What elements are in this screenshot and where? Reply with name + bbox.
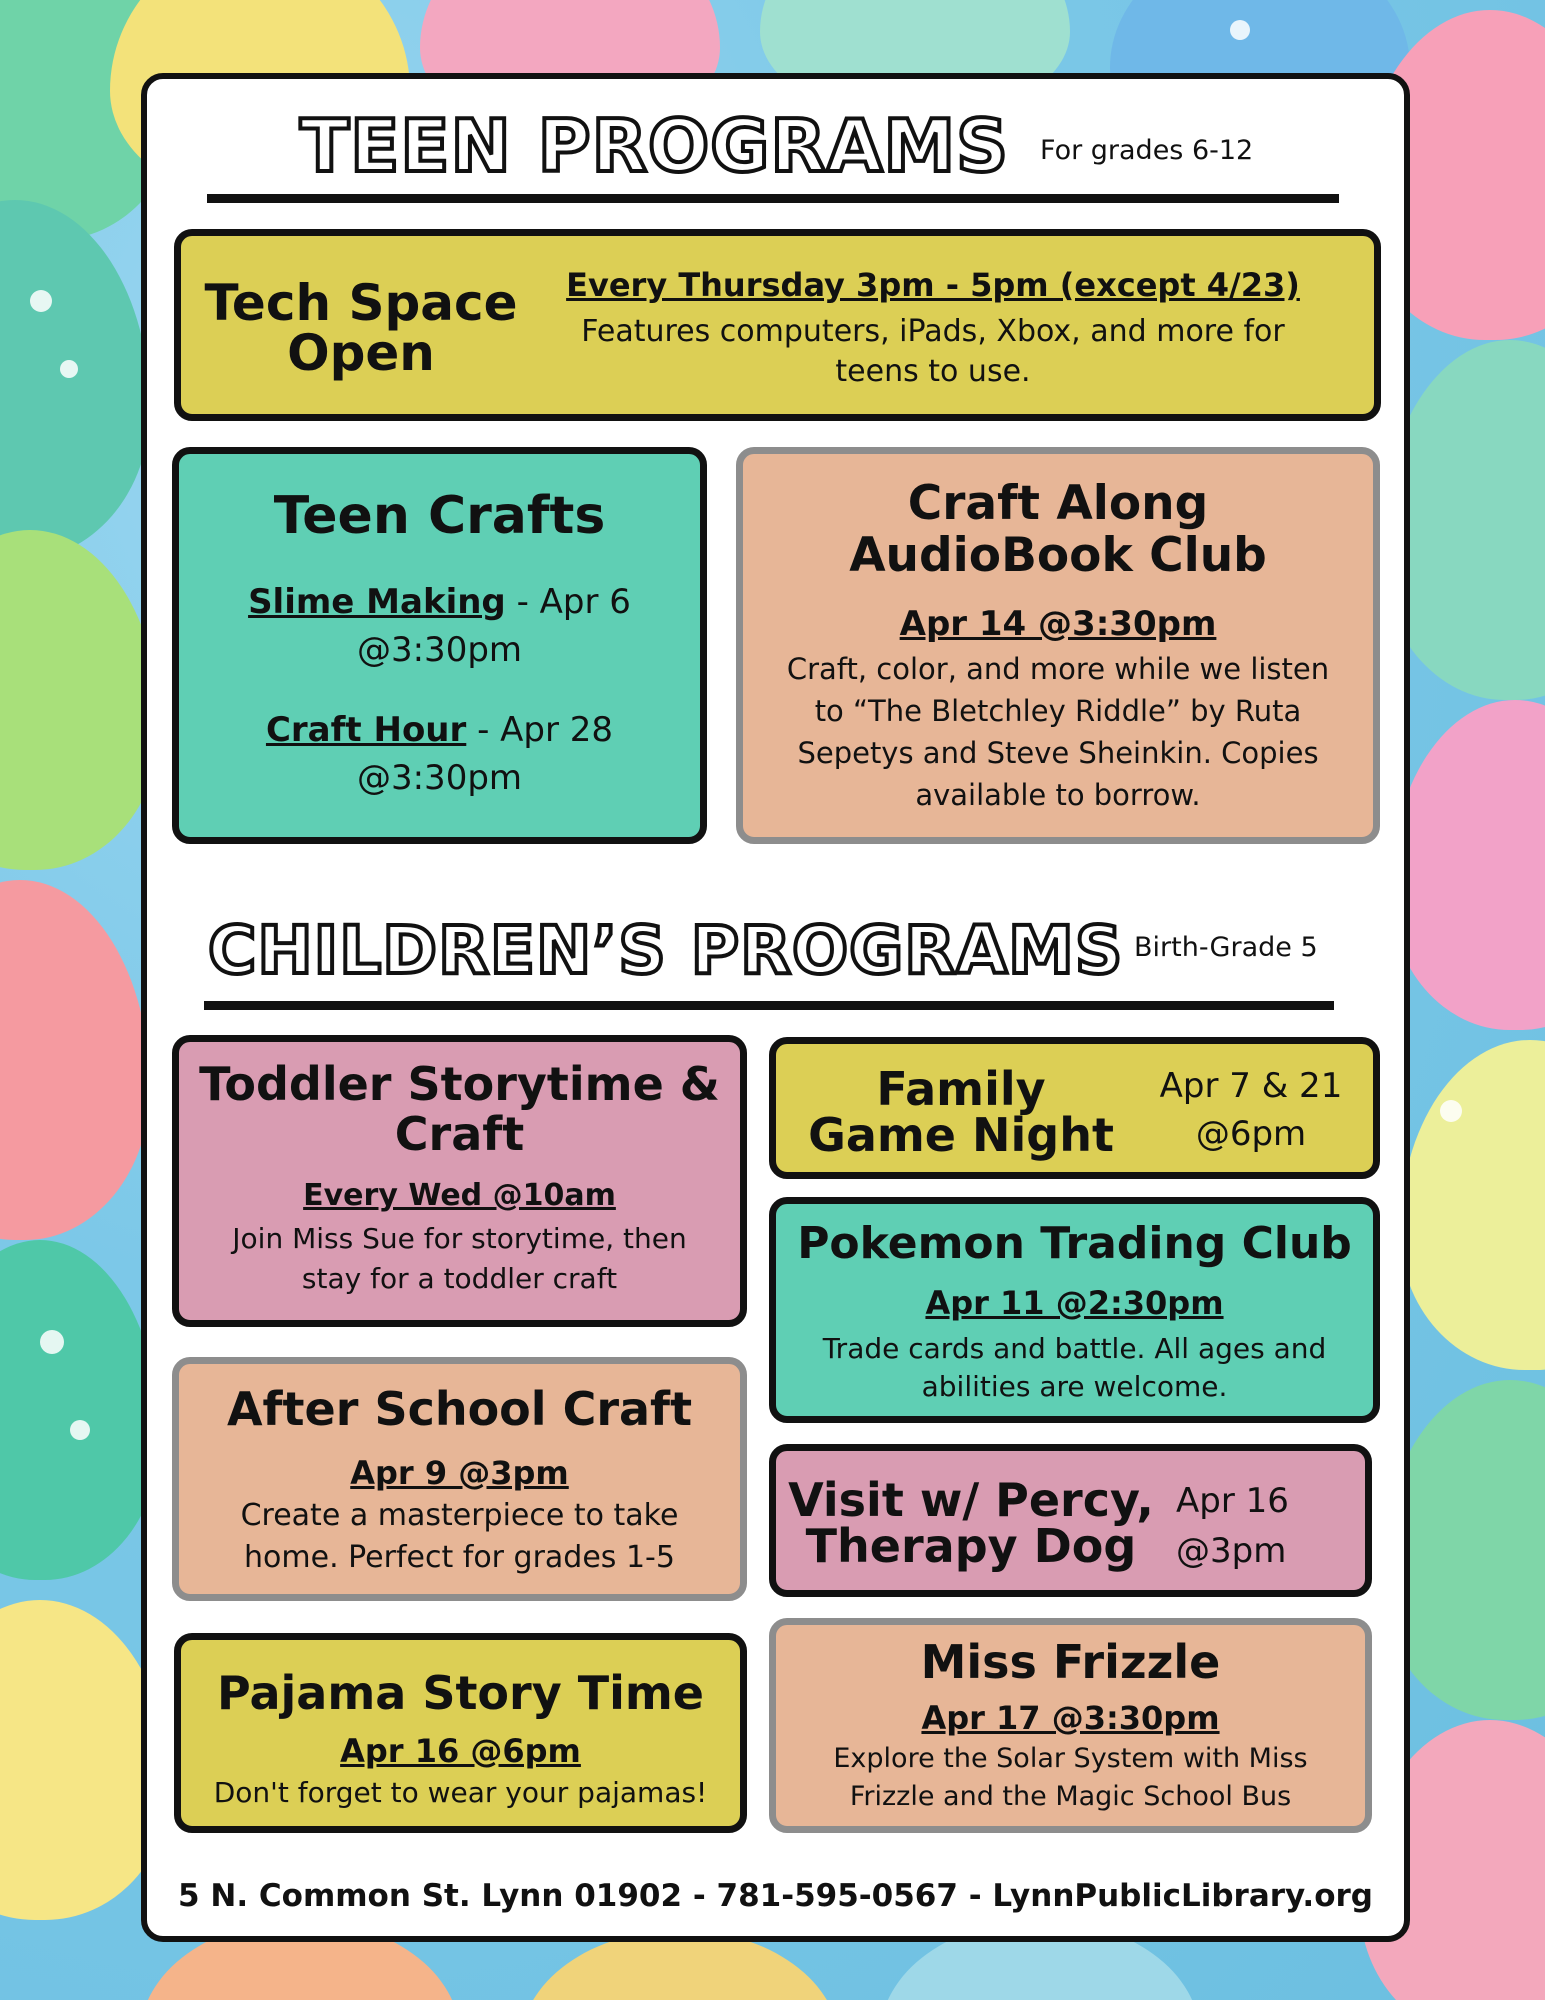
toddler-title-line2: Craft [394, 1107, 525, 1161]
teen-crafts-title: Teen Crafts [273, 486, 606, 546]
toddler-desc-line2: stay for a toddler craft [301, 1262, 618, 1295]
audiobook-date: Apr 14 @3:30pm [899, 604, 1217, 644]
egg-decoration [1400, 1040, 1545, 1370]
craft-hour-line [179, 710, 700, 750]
percy-date-line2: @3pm [1176, 1531, 1287, 1571]
egg-dot [40, 1330, 64, 1354]
toddler-title-line1: Toddler Storytime & [199, 1057, 720, 1111]
after-school-title: After School Craft [226, 1382, 693, 1436]
after-school-craft-card [172, 1357, 747, 1601]
tech-space-title-line1: Tech Space [204, 274, 518, 332]
miss-frizzle-card [769, 1618, 1372, 1833]
tech-space-desc-line1: Features computers, iPads, Xbox, and more for [581, 314, 1285, 349]
family-title-line1: Family [876, 1062, 1046, 1116]
tech-space-date: Every Thursday 3pm - 5pm (except 4/23) [566, 266, 1300, 304]
frizzle-desc-line2: Frizzle and the Magic School Bus [849, 1781, 1292, 1812]
egg-decoration [0, 880, 150, 1240]
slime-making-date: - Apr 6 [505, 582, 631, 622]
egg-decoration [0, 1240, 160, 1580]
craft-hour-name: Craft Hour [265, 710, 467, 750]
audiobook-desc-line4: available to borrow. [915, 778, 1201, 812]
frizzle-title: Miss Frizzle [920, 1635, 1221, 1689]
egg-decoration [0, 200, 150, 560]
tech-space-desc-line2: teens to use. [835, 354, 1031, 389]
slime-making-line [179, 582, 700, 622]
library-contact-footer: 5 N. Common St. Lynn 01902 - 781-595-0567 - LynnPublicLibrary.org [178, 1878, 1373, 1914]
percy-title-line2: Therapy Dog [805, 1519, 1137, 1573]
egg-decoration [0, 530, 160, 870]
children-grades-label: Birth-Grade 5 [1134, 932, 1318, 963]
audiobook-title-line1: Craft Along [907, 476, 1209, 531]
pokemon-trading-card [769, 1197, 1380, 1423]
percy-date-line1: Apr 16 [1176, 1481, 1289, 1521]
audiobook-desc-line2: to “The Bletchley Riddle” by Ruta [814, 694, 1302, 728]
childrens-programs-heading: CHILDREN’S PROGRAMS [208, 912, 1124, 989]
frizzle-desc-line1: Explore the Solar System with Miss [833, 1743, 1308, 1774]
audiobook-club-card [736, 447, 1380, 844]
children-heading-rule [204, 1001, 1334, 1010]
egg-dot [70, 1420, 90, 1440]
egg-decoration [1390, 700, 1545, 1030]
tech-space-card [174, 229, 1381, 421]
toddler-storytime-card [172, 1035, 747, 1327]
pokemon-title: Pokemon Trading Club [797, 1218, 1352, 1269]
family-date-line1: Apr 7 & 21 [1159, 1066, 1343, 1106]
pajama-story-time-card [174, 1633, 747, 1833]
audiobook-desc-line3: Sepetys and Steve Sheinkin. Copies [797, 736, 1319, 770]
slime-making-time: @3:30pm [356, 630, 523, 670]
after-school-date: Apr 9 @3pm [350, 1454, 569, 1492]
craft-hour-time: @3:30pm [356, 758, 523, 798]
teen-programs-heading: TEEN PROGRAMS [300, 104, 1009, 188]
tech-space-title-line2: Open [287, 324, 435, 382]
pokemon-date: Apr 11 @2:30pm [925, 1284, 1224, 1322]
after-school-desc-line1: Create a masterpiece to take [240, 1498, 679, 1533]
teen-crafts-card [172, 447, 707, 844]
audiobook-title-line2: AudioBook Club [849, 528, 1267, 583]
egg-dot [1440, 1100, 1462, 1122]
frizzle-date: Apr 17 @3:30pm [921, 1699, 1220, 1737]
egg-dot [30, 290, 52, 312]
percy-title-line1: Visit w/ Percy, [788, 1473, 1154, 1527]
after-school-desc-line2: home. Perfect for grades 1-5 [244, 1540, 675, 1575]
audiobook-desc-line1: Craft, color, and more while we listen [786, 652, 1330, 686]
egg-dot [1230, 20, 1250, 40]
egg-dot [60, 360, 78, 378]
slime-making-name: Slime Making [248, 582, 506, 622]
teen-heading-rule [207, 194, 1339, 203]
teen-grades-label: For grades 6-12 [1040, 135, 1254, 166]
pokemon-desc-line1: Trade cards and battle. All ages and [822, 1332, 1327, 1365]
family-game-night-card [769, 1037, 1380, 1179]
family-title-line2: Game Night [808, 1108, 1114, 1162]
pokemon-desc-line2: abilities are welcome. [921, 1370, 1228, 1403]
pajama-desc: Don't forget to wear your pajamas! [213, 1776, 708, 1809]
toddler-desc-line1: Join Miss Sue for storytime, then [232, 1222, 687, 1255]
pajama-date: Apr 16 @6pm [340, 1732, 581, 1770]
toddler-date: Every Wed @10am [303, 1178, 616, 1213]
percy-therapy-dog-card [769, 1444, 1372, 1597]
pajama-title: Pajama Story Time [217, 1666, 704, 1720]
family-date-line2: @6pm [1195, 1114, 1307, 1154]
craft-hour-date: - Apr 28 [466, 710, 614, 750]
